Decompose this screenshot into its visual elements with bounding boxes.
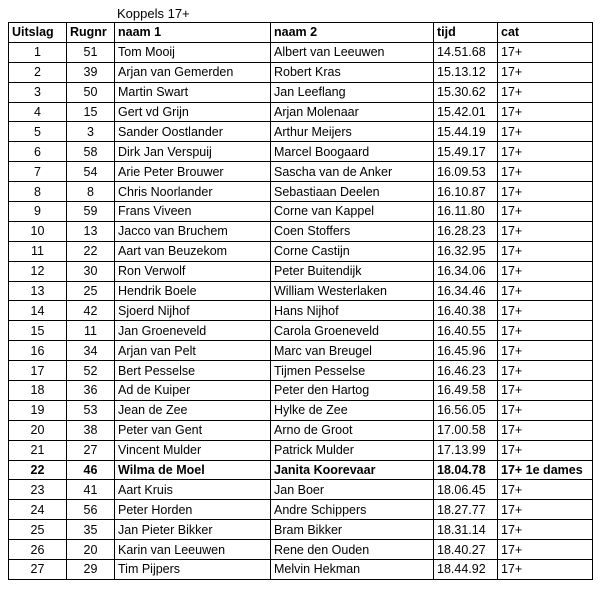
cell-naam-2: Tijmen Pesselse — [271, 361, 434, 381]
cell-tijd: 17.13.99 — [434, 440, 498, 460]
cell-naam-1: Ad de Kuiper — [115, 381, 271, 401]
cell-naam-1: Vincent Mulder — [115, 440, 271, 460]
cell-naam-2: Bram Bikker — [271, 520, 434, 540]
cell-uitslag: 23 — [9, 480, 67, 500]
table-row — [9, 221, 593, 241]
cell-naam-1: Gert vd Grijn — [115, 102, 271, 122]
header-rugnr: Rugnr — [67, 23, 115, 43]
table-row — [9, 42, 593, 62]
cell-cat: 17+ — [498, 241, 593, 261]
cell-rugnr: 29 — [67, 560, 115, 580]
cell-cat: 17+ — [498, 540, 593, 560]
cell-cat: 17+ — [498, 500, 593, 520]
cell-uitslag: 19 — [9, 400, 67, 420]
cell-rugnr: 22 — [67, 241, 115, 261]
header-naam-2: naam 2 — [271, 23, 434, 43]
cell-uitslag: 8 — [9, 182, 67, 202]
cell-naam-2: Carola Groeneveld — [271, 321, 434, 341]
cell-tijd: 16.46.23 — [434, 361, 498, 381]
cell-cat: 17+ — [498, 142, 593, 162]
cell-uitslag: 12 — [9, 261, 67, 281]
cell-naam-1: Tom Mooij — [115, 42, 271, 62]
cell-rugnr: 46 — [67, 460, 115, 480]
cell-naam-2: Marc van Breugel — [271, 341, 434, 361]
cell-rugnr: 56 — [67, 500, 115, 520]
cell-cat: 17+ — [498, 480, 593, 500]
cell-naam-2: Sebastiaan Deelen — [271, 182, 434, 202]
table-row — [9, 460, 593, 480]
cell-naam-1: Ron Verwolf — [115, 261, 271, 281]
cell-cat: 17+ — [498, 520, 593, 540]
cell-tijd: 18.40.27 — [434, 540, 498, 560]
cell-cat: 17+ — [498, 62, 593, 82]
table-row — [9, 122, 593, 142]
cell-tijd: 16.45.96 — [434, 341, 498, 361]
cell-cat: 17+ — [498, 102, 593, 122]
cell-uitslag: 20 — [9, 420, 67, 440]
cell-uitslag: 26 — [9, 540, 67, 560]
cell-naam-1: Jan Groeneveld — [115, 321, 271, 341]
cell-uitslag: 1 — [9, 42, 67, 62]
cell-tijd: 16.28.23 — [434, 221, 498, 241]
cell-naam-2: Arjan Molenaar — [271, 102, 434, 122]
cell-rugnr: 36 — [67, 381, 115, 401]
page-title: Koppels 17+ — [117, 6, 190, 21]
cell-uitslag: 27 — [9, 560, 67, 580]
header-naam-1: naam 1 — [115, 23, 271, 43]
cell-naam-1: Karin van Leeuwen — [115, 540, 271, 560]
header-tijd: tijd — [434, 23, 498, 43]
table-row — [9, 321, 593, 341]
cell-uitslag: 4 — [9, 102, 67, 122]
cell-uitslag: 17 — [9, 361, 67, 381]
cell-tijd: 15.49.17 — [434, 142, 498, 162]
cell-uitslag: 6 — [9, 142, 67, 162]
cell-tijd: 16.34.46 — [434, 281, 498, 301]
cell-uitslag: 13 — [9, 281, 67, 301]
cell-rugnr: 8 — [67, 182, 115, 202]
cell-cat: 17+ — [498, 400, 593, 420]
cell-rugnr: 25 — [67, 281, 115, 301]
cell-uitslag: 22 — [9, 460, 67, 480]
header-cat: cat — [498, 23, 593, 43]
cell-cat: 17+ — [498, 162, 593, 182]
cell-rugnr: 52 — [67, 361, 115, 381]
cell-naam-2: Arthur Meijers — [271, 122, 434, 142]
cell-tijd: 16.09.53 — [434, 162, 498, 182]
cell-tijd: 16.40.55 — [434, 321, 498, 341]
cell-tijd: 16.40.38 — [434, 301, 498, 321]
cell-naam-2: Corne van Kappel — [271, 202, 434, 222]
table-row — [9, 301, 593, 321]
cell-tijd: 16.32.95 — [434, 241, 498, 261]
cell-naam-1: Chris Noorlander — [115, 182, 271, 202]
cell-uitslag: 2 — [9, 62, 67, 82]
cell-cat: 17+ — [498, 261, 593, 281]
table-row — [9, 281, 593, 301]
cell-tijd: 14.51.68 — [434, 42, 498, 62]
cell-tijd: 17.00.58 — [434, 420, 498, 440]
table-row — [9, 420, 593, 440]
cell-cat: 17+ — [498, 82, 593, 102]
cell-rugnr: 20 — [67, 540, 115, 560]
cell-naam-2: Patrick Mulder — [271, 440, 434, 460]
cell-uitslag: 16 — [9, 341, 67, 361]
cell-uitslag: 21 — [9, 440, 67, 460]
cell-naam-2: Hylke de Zee — [271, 400, 434, 420]
cell-naam-1: Arjan van Pelt — [115, 341, 271, 361]
table-row — [9, 361, 593, 381]
table-row — [9, 400, 593, 420]
cell-rugnr: 41 — [67, 480, 115, 500]
table-row — [9, 82, 593, 102]
cell-naam-1: Aart van Beuzekom — [115, 241, 271, 261]
table-row — [9, 162, 593, 182]
cell-rugnr: 11 — [67, 321, 115, 341]
cell-tijd: 15.44.19 — [434, 122, 498, 142]
table-row — [9, 182, 593, 202]
cell-cat: 17+ — [498, 361, 593, 381]
cell-tijd: 16.10.87 — [434, 182, 498, 202]
cell-rugnr: 42 — [67, 301, 115, 321]
cell-naam-1: Peter van Gent — [115, 420, 271, 440]
cell-naam-1: Dirk Jan Verspuij — [115, 142, 271, 162]
table-row — [9, 480, 593, 500]
cell-cat: 17+ — [498, 301, 593, 321]
cell-rugnr: 35 — [67, 520, 115, 540]
table-row — [9, 540, 593, 560]
cell-naam-1: Frans Viveen — [115, 202, 271, 222]
cell-tijd: 18.31.14 — [434, 520, 498, 540]
cell-naam-2: Melvin Hekman — [271, 560, 434, 580]
cell-uitslag: 5 — [9, 122, 67, 142]
cell-uitslag: 18 — [9, 381, 67, 401]
cell-naam-1: Sander Oostlander — [115, 122, 271, 142]
cell-rugnr: 30 — [67, 261, 115, 281]
cell-tijd: 18.44.92 — [434, 560, 498, 580]
cell-naam-1: Aart Kruis — [115, 480, 271, 500]
cell-rugnr: 27 — [67, 440, 115, 460]
cell-naam-1: Jacco van Bruchem — [115, 221, 271, 241]
cell-naam-2: Rene den Ouden — [271, 540, 434, 560]
cell-rugnr: 53 — [67, 400, 115, 420]
cell-uitslag: 24 — [9, 500, 67, 520]
cell-cat: 17+ — [498, 440, 593, 460]
cell-cat: 17+ — [498, 202, 593, 222]
cell-naam-1: Jan Pieter Bikker — [115, 520, 271, 540]
table-row — [9, 261, 593, 281]
cell-cat: 17+ — [498, 221, 593, 241]
cell-naam-2: Hans Nijhof — [271, 301, 434, 321]
cell-naam-2: William Westerlaken — [271, 281, 434, 301]
table-row — [9, 381, 593, 401]
cell-rugnr: 50 — [67, 82, 115, 102]
cell-rugnr: 38 — [67, 420, 115, 440]
results-table — [8, 22, 593, 580]
table-row — [9, 520, 593, 540]
cell-tijd: 18.06.45 — [434, 480, 498, 500]
cell-rugnr: 39 — [67, 62, 115, 82]
cell-rugnr: 51 — [67, 42, 115, 62]
cell-naam-1: Arjan van Gemerden — [115, 62, 271, 82]
cell-cat: 17+ — [498, 560, 593, 580]
table-row — [9, 142, 593, 162]
cell-rugnr: 58 — [67, 142, 115, 162]
cell-naam-2: Andre Schippers — [271, 500, 434, 520]
table-row — [9, 62, 593, 82]
cell-tijd: 16.34.06 — [434, 261, 498, 281]
table-row — [9, 341, 593, 361]
cell-rugnr: 15 — [67, 102, 115, 122]
cell-rugnr: 3 — [67, 122, 115, 142]
cell-naam-2: Robert Kras — [271, 62, 434, 82]
cell-cat: 17+ — [498, 341, 593, 361]
cell-naam-1: Arie Peter Brouwer — [115, 162, 271, 182]
table-row — [9, 102, 593, 122]
cell-uitslag: 11 — [9, 241, 67, 261]
cell-tijd: 18.27.77 — [434, 500, 498, 520]
cell-naam-2: Janita Koorevaar — [271, 460, 434, 480]
cell-naam-2: Peter den Hartog — [271, 381, 434, 401]
table-header-row — [9, 23, 593, 43]
cell-naam-2: Jan Boer — [271, 480, 434, 500]
cell-naam-2: Arno de Groot — [271, 420, 434, 440]
cell-naam-2: Marcel Boogaard — [271, 142, 434, 162]
cell-uitslag: 9 — [9, 202, 67, 222]
cell-rugnr: 59 — [67, 202, 115, 222]
cell-rugnr: 54 — [67, 162, 115, 182]
cell-naam-2: Sascha van de Anker — [271, 162, 434, 182]
cell-cat: 17+ 1e dames — [498, 460, 593, 480]
cell-cat: 17+ — [498, 321, 593, 341]
cell-cat: 17+ — [498, 420, 593, 440]
cell-cat: 17+ — [498, 42, 593, 62]
cell-rugnr: 34 — [67, 341, 115, 361]
cell-naam-1: Tim Pijpers — [115, 560, 271, 580]
cell-rugnr: 13 — [67, 221, 115, 241]
cell-tijd: 18.04.78 — [434, 460, 498, 480]
cell-tijd: 16.49.58 — [434, 381, 498, 401]
cell-naam-1: Sjoerd Nijhof — [115, 301, 271, 321]
cell-cat: 17+ — [498, 381, 593, 401]
cell-naam-1: Wilma de Moel — [115, 460, 271, 480]
cell-tijd: 16.11.80 — [434, 202, 498, 222]
cell-naam-1: Bert Pesselse — [115, 361, 271, 381]
cell-uitslag: 15 — [9, 321, 67, 341]
cell-naam-2: Corne Castijn — [271, 241, 434, 261]
cell-cat: 17+ — [498, 281, 593, 301]
table-row — [9, 241, 593, 261]
cell-uitslag: 25 — [9, 520, 67, 540]
table-row — [9, 560, 593, 580]
table-row — [9, 202, 593, 222]
cell-naam-2: Peter Buitendijk — [271, 261, 434, 281]
cell-cat: 17+ — [498, 182, 593, 202]
header-uitslag: Uitslag — [9, 23, 67, 43]
cell-tijd: 16.56.05 — [434, 400, 498, 420]
cell-naam-2: Albert van Leeuwen — [271, 42, 434, 62]
cell-tijd: 15.42.01 — [434, 102, 498, 122]
table-row — [9, 440, 593, 460]
cell-naam-1: Hendrik Boele — [115, 281, 271, 301]
cell-naam-2: Jan Leeflang — [271, 82, 434, 102]
cell-naam-1: Martin Swart — [115, 82, 271, 102]
cell-naam-1: Jean de Zee — [115, 400, 271, 420]
cell-uitslag: 14 — [9, 301, 67, 321]
cell-tijd: 15.30.62 — [434, 82, 498, 102]
cell-naam-1: Peter Horden — [115, 500, 271, 520]
cell-tijd: 15.13.12 — [434, 62, 498, 82]
cell-uitslag: 7 — [9, 162, 67, 182]
cell-cat: 17+ — [498, 122, 593, 142]
cell-uitslag: 3 — [9, 82, 67, 102]
table-row — [9, 500, 593, 520]
cell-naam-2: Coen Stoffers — [271, 221, 434, 241]
cell-uitslag: 10 — [9, 221, 67, 241]
